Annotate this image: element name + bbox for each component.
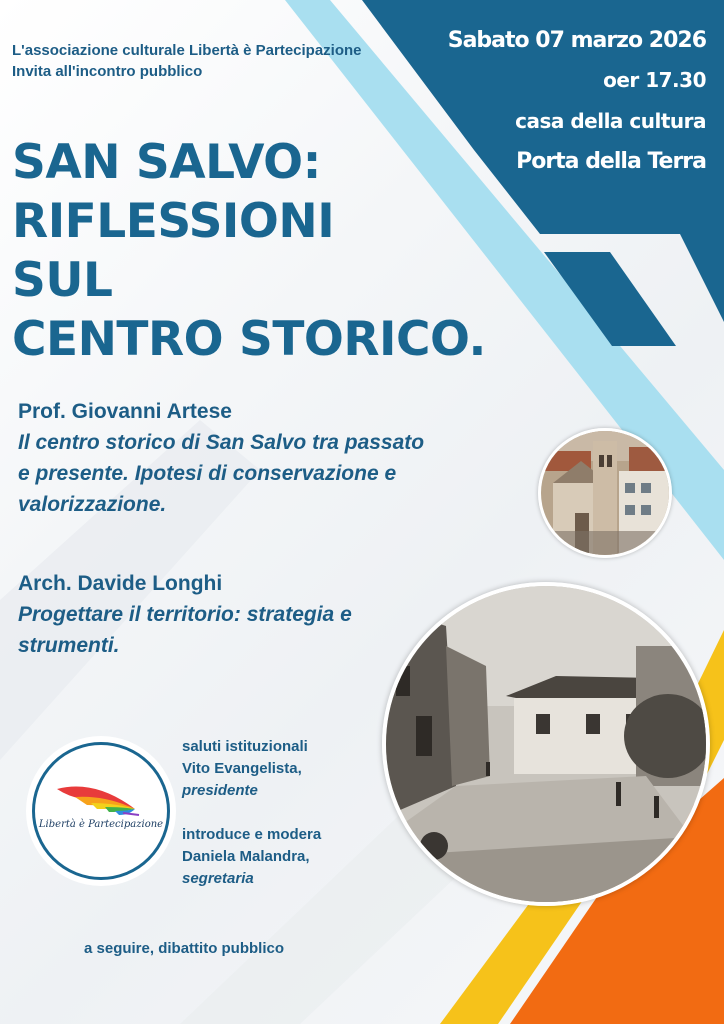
talk-1-topic: Il centro storico di San Salvo tra passato e presente. Ipotesi di conservazione e valorizzazione. [18,431,425,516]
intro-line-2: Invita all'incontro pubblico [12,63,203,80]
intro-text [12,40,362,82]
greetings-block [182,736,308,802]
talk-2-speaker: Arch. Davide Longhi [18,572,223,595]
title-line-2: RIFLESSIONI [12,194,335,249]
closing-note: a seguire, dibattito pubblico [84,940,285,957]
event-venue: casa della cultura [515,109,706,133]
association-logo [32,742,170,880]
logo-text: Libertà è Partecipazione [38,819,164,830]
moderator-role: segretaria [182,870,254,887]
talk-1 [18,396,438,520]
event-date: Sabato 07 marzo 2026 [447,28,706,53]
greetings-role: presidente [182,782,258,799]
title-line-4: CENTRO STORICO. [12,312,486,367]
rainbow-wing-icon [35,745,167,825]
talk-2 [18,568,428,661]
greetings-label: saluti istituzionali [182,738,308,755]
historic-street-photo [382,582,710,906]
moderator-block [182,824,321,890]
moderator-label: introduce e modera [182,826,322,843]
intro-line-1: L'associazione culturale Libertà è Partecipazione [12,42,362,59]
talk-2-topic: Progettare il territorio: strategia e strumenti. [18,603,352,657]
church-photo [538,428,672,558]
title-line-3: SUL [12,253,113,308]
talk-1-speaker: Prof. Giovanni Artese [18,400,232,423]
moderator-name: Daniela Malandra, [182,848,310,865]
event-time: oer 17.30 [603,68,706,92]
greetings-name: Vito Evangelista, [182,760,302,777]
event-place: Porta della Terra [516,149,706,174]
title-line-1: SAN SALVO: [12,135,321,190]
poster-title [12,133,486,369]
event-details [448,24,706,184]
